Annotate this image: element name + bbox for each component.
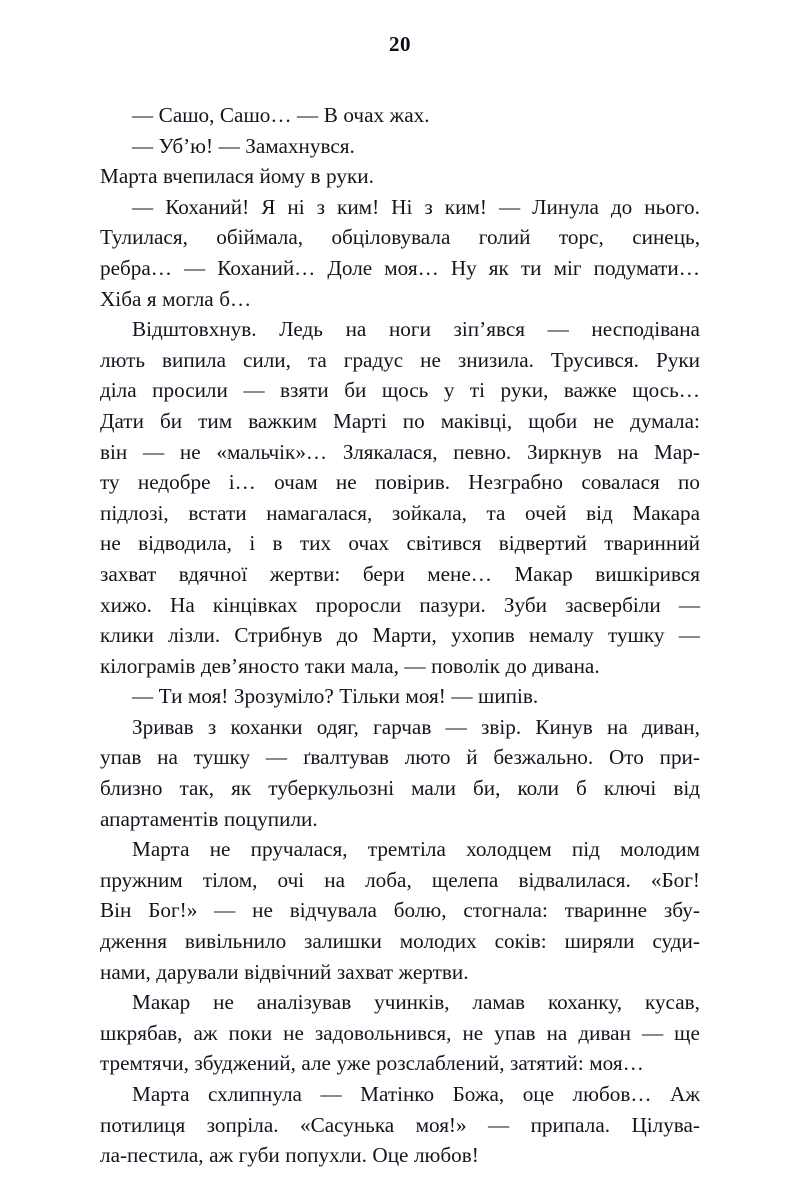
- text-line: ту недобре і… очам не повірив. Незграбно совалася по: [100, 470, 700, 495]
- text-line: Тулилася, обіймала, обціловувала голий торс, синець,: [100, 225, 700, 250]
- paragraph: [100, 834, 700, 987]
- text-line: він — не «мальчік»… Злякалася, певно. Зиркнув на Мар-: [100, 439, 700, 464]
- text-line: Марта не пручалася, тремтіла холодцем під молодим: [132, 837, 700, 862]
- text-line: ла-пестила, аж губи попухли. Оце любов!: [100, 1143, 479, 1168]
- text-line: тремтячи, збуджений, але уже розслаблений, затятий: моя…: [100, 1051, 644, 1076]
- text-column: [100, 100, 700, 1171]
- text-line: ребра… — Коханий… Доле моя… Ну як ти міг подумати…: [100, 255, 700, 280]
- text-line: не відводила, і в тих очах світився відвертий тваринний: [100, 531, 700, 556]
- text-line: апартаментів поцупили.: [100, 806, 318, 831]
- paragraph: [100, 100, 700, 131]
- text-line: лють випила сили, та градус не знизила. Трусився. Руки: [100, 347, 700, 372]
- paragraph: [100, 161, 700, 192]
- text-line: пружним тілом, очі на лоба, щелепа відвалилася. «Бог!: [100, 867, 700, 892]
- text-line: — Сашо, Сашо… — В очах жах.: [132, 103, 430, 127]
- text-line: Відштовхнув. Ледь на ноги зіп’явся — несподівана: [132, 317, 700, 342]
- text-line: потилиця зопріла. «Сасунька моя!» — припала. Цілува-: [100, 1112, 700, 1137]
- text-line: Дати би тим важким Марті по маківці, щоби не думала:: [100, 408, 700, 433]
- text-line: шкрябав, аж поки не задовольнився, не упав на диван — ще: [100, 1020, 700, 1045]
- paragraph: [100, 712, 700, 834]
- paragraph: [100, 987, 700, 1079]
- text-line: — Ти моя! Зрозуміло? Тільки моя! — шипів.: [132, 684, 539, 709]
- text-line: Хіба я могла б…: [100, 286, 252, 311]
- paragraph: [100, 131, 700, 162]
- text-line: упав на тушку — ґвалтував люто й безжально. Ото при-: [100, 745, 700, 770]
- text-line: дження вивільнило залишки молодих соків: ширяли суди-: [100, 929, 700, 954]
- text-line: — Коханий! Я ні з ким! Ні з ким! — Линула до нього.: [132, 194, 700, 219]
- paragraph: [100, 681, 700, 712]
- text-line: Макар не аналізував учинків, ламав коханку, кусав,: [132, 990, 700, 1015]
- text-line: хижо. На кінцівках проросли пазури. Зуби засвербіли —: [100, 592, 700, 617]
- paragraph: [100, 314, 700, 681]
- text-line: близно так, як туберкульозні мали би, коли б ключі від: [100, 776, 700, 801]
- text-line: Марта схлипнула — Матінко Божа, оце любов… Аж: [132, 1082, 700, 1106]
- text-line: Марта вчепилася йому в руки.: [100, 164, 374, 189]
- text-line: — Уб’ю! — Замахнувся.: [132, 133, 355, 158]
- text-line: нами, дарували відвічний захват жертви.: [100, 959, 469, 984]
- paragraph: [100, 192, 700, 314]
- text-line: захват вдячної жертви: бери мене… Макар вишкірився: [100, 561, 700, 586]
- text-line: кілограмів дев’яносто таки мала, — поволік до дивана.: [100, 653, 600, 678]
- text-line: Зривав з коханки одяг, гарчав — звір. Кинув на диван,: [132, 714, 700, 739]
- text-line: Він Бог!» — не відчувала болю, стогнала: тваринне збу-: [100, 898, 700, 923]
- paragraph: [100, 1079, 700, 1171]
- text-line: діла просили — взяти би щось у ті руки, важке щось…: [100, 378, 700, 403]
- page-number: 20: [389, 32, 411, 56]
- text-line: підлозі, встати намагалася, зойкала, та очей від Макара: [100, 500, 700, 525]
- text-line: клики лізли. Стрибнув до Марти, ухопив немалу тушку —: [100, 623, 700, 648]
